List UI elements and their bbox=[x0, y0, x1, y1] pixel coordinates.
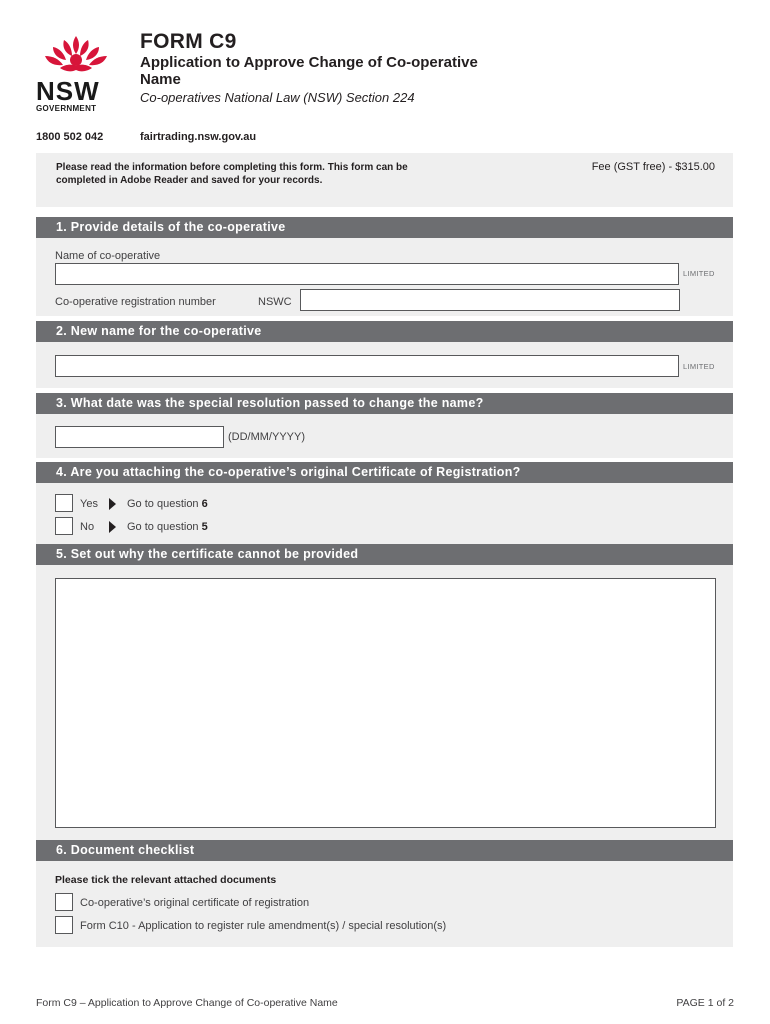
logo-nsw-text: NSW bbox=[36, 76, 100, 106]
yes-arrow-icon bbox=[109, 498, 116, 510]
footer-page-number: PAGE 1 of 2 bbox=[676, 997, 734, 1009]
no-checkbox[interactable] bbox=[55, 517, 73, 535]
no-arrow-icon bbox=[109, 521, 116, 533]
section-6-body bbox=[36, 861, 733, 947]
resolution-date-input[interactable] bbox=[55, 426, 224, 448]
yes-goto-number: 6 bbox=[201, 498, 208, 510]
section-4-header: 4. Are you attaching the co-operative’s original Certificate of Registration? bbox=[36, 462, 733, 483]
checklist-item-certificate: Co-operative’s original certificate of registration bbox=[80, 897, 310, 909]
section-6-header: 6. Document checklist bbox=[36, 840, 733, 861]
no-goto bbox=[127, 521, 208, 533]
section-2-body bbox=[36, 342, 733, 388]
nsw-waratah-logo bbox=[36, 34, 116, 76]
section-1-header: 1. Provide details of the co-operative bbox=[36, 217, 733, 238]
reg-number-prefix: NSWC bbox=[258, 296, 292, 308]
coop-name-suffix: LIMITED bbox=[683, 269, 715, 278]
info-panel bbox=[36, 153, 733, 207]
footer-form-name: Form C9 – Application to Approve Change of Co-operative Name bbox=[36, 997, 338, 1009]
new-name-input[interactable] bbox=[55, 355, 679, 377]
coop-name-label: Name of co-operative bbox=[55, 250, 161, 262]
reason-textarea[interactable] bbox=[55, 578, 716, 828]
checklist-form-c10-checkbox[interactable] bbox=[55, 916, 73, 934]
section-5-header: 5. Set out why the certificate cannot be provided bbox=[36, 544, 733, 565]
section-2-header: 2. New name for the co-operative bbox=[36, 321, 733, 342]
coop-name-input[interactable] bbox=[55, 263, 679, 285]
checklist-certificate-checkbox[interactable] bbox=[55, 893, 73, 911]
yes-label: Yes bbox=[80, 498, 98, 510]
yes-goto-text: Go to question bbox=[127, 498, 199, 510]
phone-number: 1800 502 042 bbox=[36, 131, 104, 143]
no-goto-number: 5 bbox=[201, 521, 208, 533]
form-code: FORM C9 bbox=[140, 30, 237, 53]
no-goto-text: Go to question bbox=[127, 521, 199, 533]
fee-text: Fee (GST free) - $315.00 bbox=[591, 161, 715, 173]
section-5-body bbox=[36, 565, 733, 840]
form-title: Application to Approve Change of Co-operative Name bbox=[140, 54, 478, 88]
section-3-header: 3. What date was the special resolution passed to change the name? bbox=[36, 393, 733, 414]
checklist-item-form-c10: Form C10 - Application to register rule amendment(s) / special resolution(s) bbox=[80, 920, 447, 932]
website-link[interactable]: fairtrading.nsw.gov.au bbox=[140, 131, 257, 143]
yes-goto bbox=[127, 498, 208, 510]
checklist-instruction: Please tick the relevant attached documents bbox=[55, 874, 277, 886]
reg-number-input[interactable] bbox=[300, 289, 680, 311]
logo-government-text: GOVERNMENT bbox=[36, 104, 97, 113]
reg-number-label: Co-operative registration number bbox=[55, 296, 216, 308]
section-4-body bbox=[36, 483, 733, 544]
form-subtitle: Co-operatives National Law (NSW) Section 224 bbox=[140, 90, 415, 105]
date-format-hint: (DD/MM/YYYY) bbox=[228, 431, 305, 443]
new-name-suffix: LIMITED bbox=[683, 362, 715, 371]
yes-checkbox[interactable] bbox=[55, 494, 73, 512]
no-label: No bbox=[80, 521, 95, 533]
section-3-body bbox=[36, 414, 733, 458]
section-1-body bbox=[36, 238, 733, 316]
info-text: Please read the information before completing this form. This form can be completed in Adobe Reader and saved for your records. bbox=[56, 162, 408, 186]
